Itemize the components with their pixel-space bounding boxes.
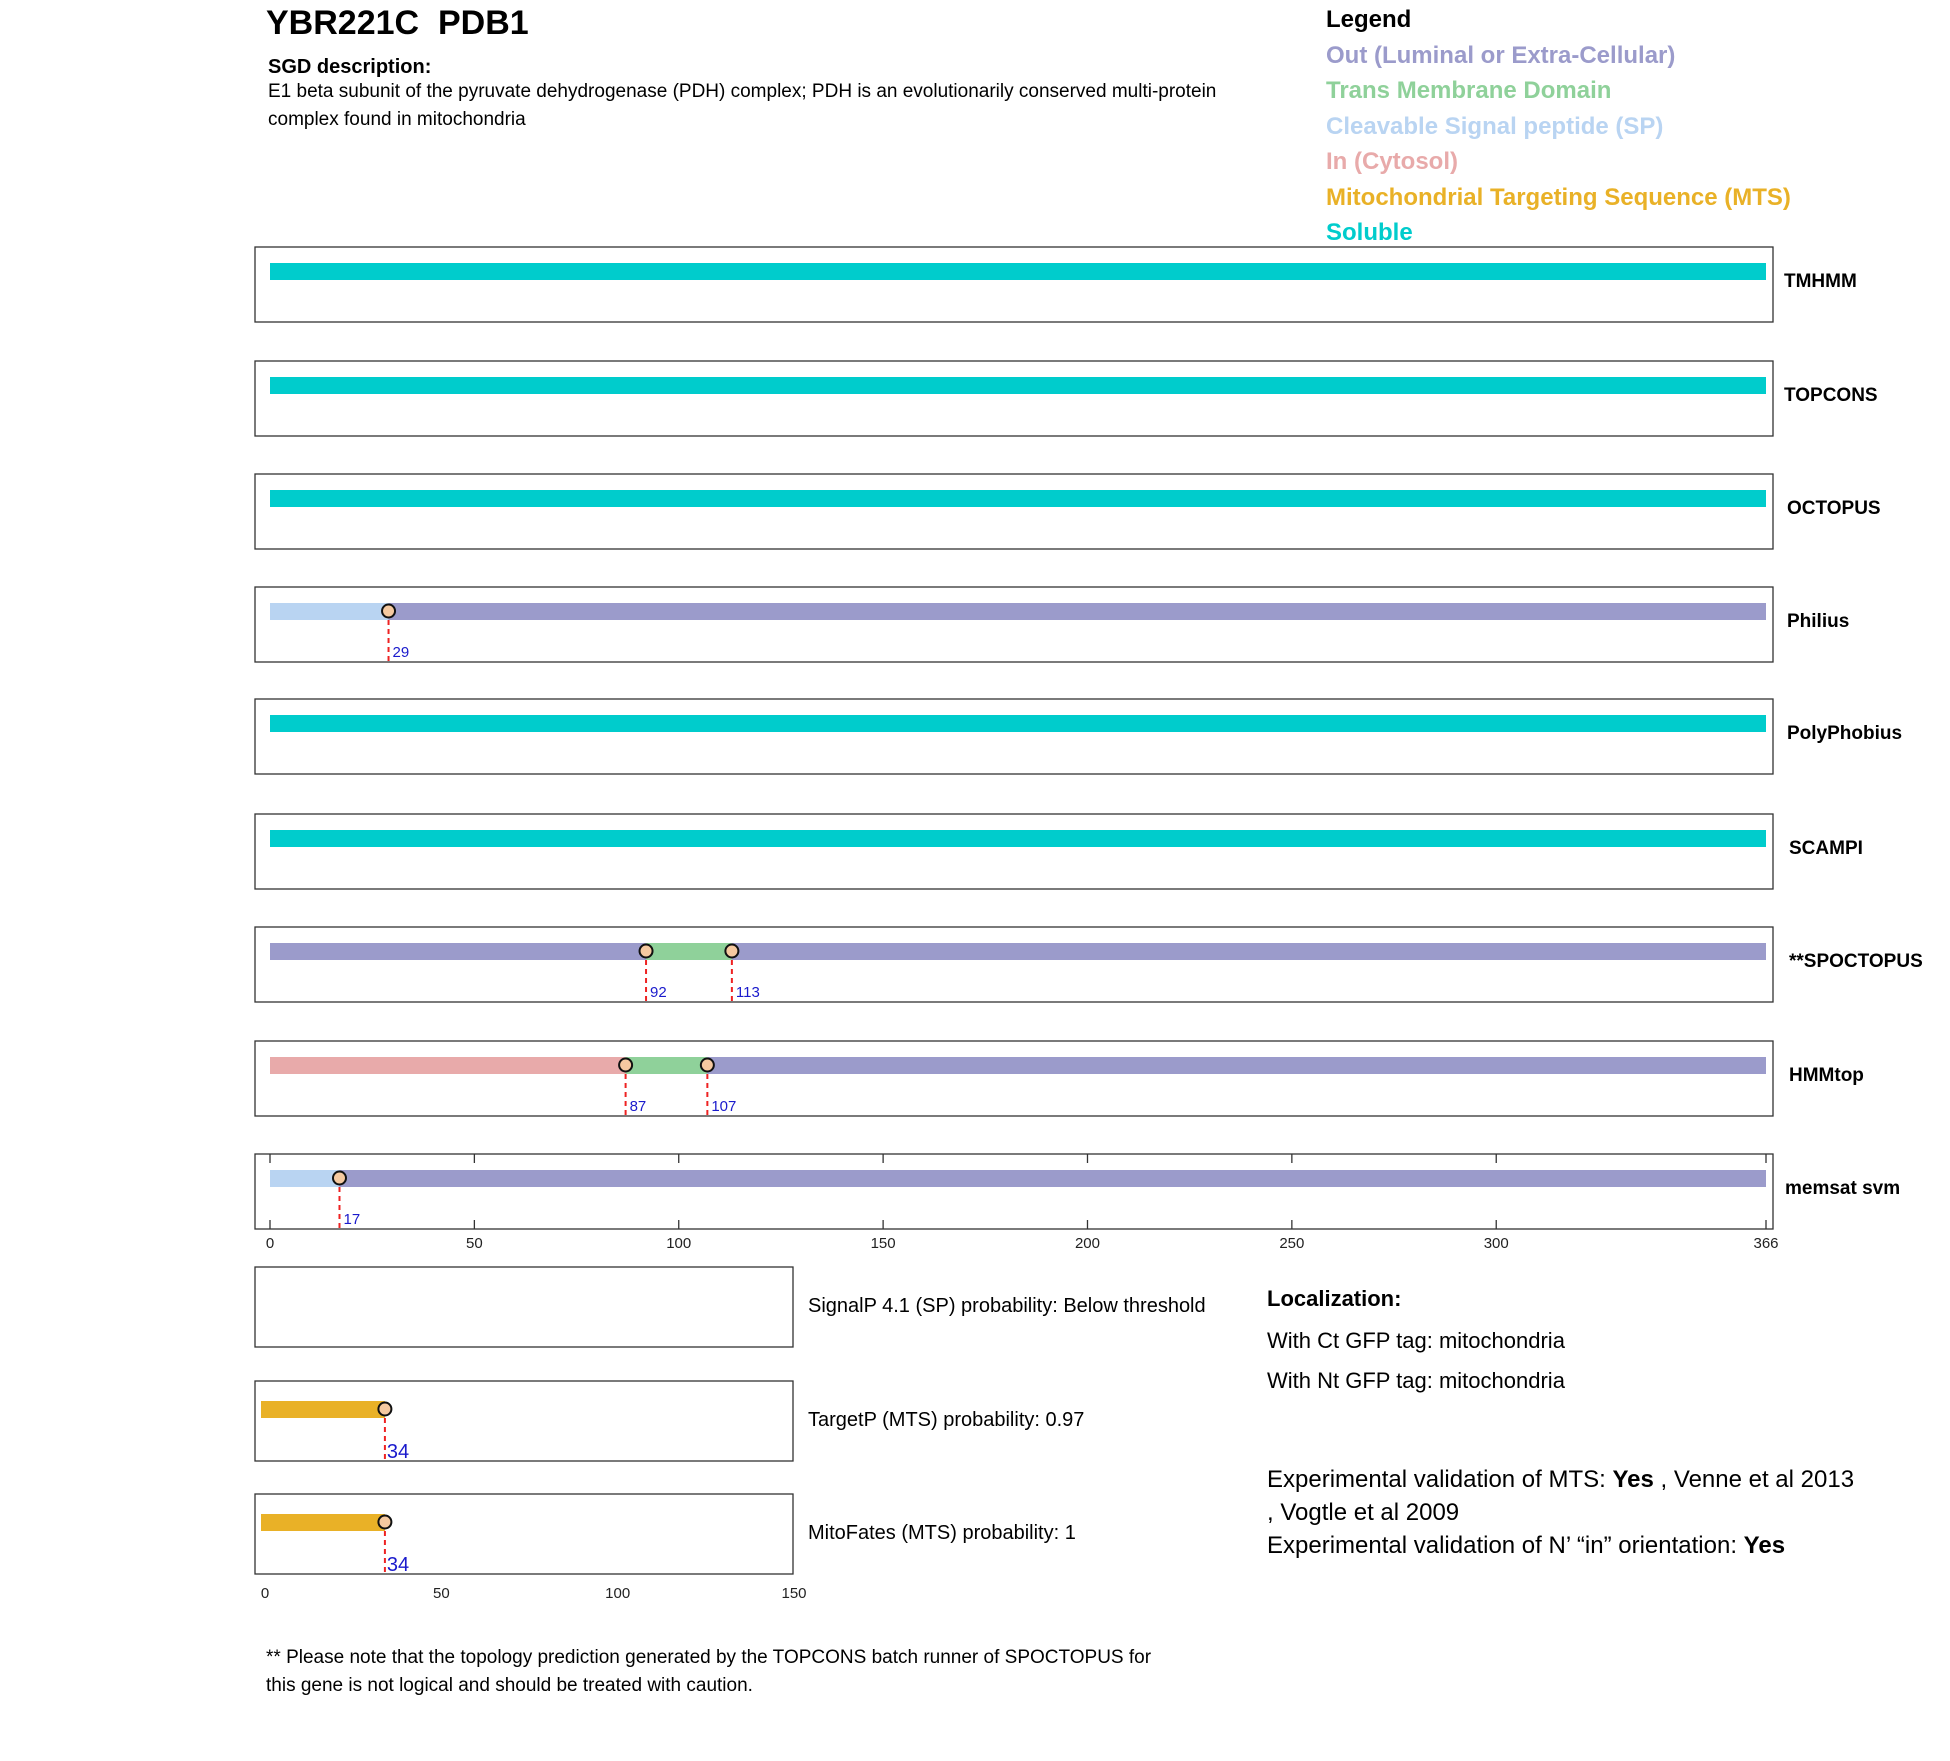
marker-label: 87 — [629, 1098, 647, 1115]
exp-orient-value: Yes — [1743, 1532, 1786, 1559]
track-frame — [255, 814, 1773, 889]
pred-mitofates-mts-probabilit — [255, 1494, 1076, 1576]
legend-title: Legend — [1326, 6, 1412, 33]
track-polyphobius — [255, 699, 1902, 774]
sgd-heading: SGD description: — [268, 56, 432, 78]
marker-dot — [382, 605, 395, 618]
marker-label: 92 — [650, 984, 667, 1001]
pred-frame — [255, 1267, 793, 1347]
track-label: TOPCONS — [1784, 385, 1878, 406]
marker-dot — [701, 1059, 714, 1072]
segment-soluble — [270, 715, 1766, 732]
track-frame — [255, 699, 1773, 774]
track-label: OCTOPUS — [1787, 498, 1881, 519]
x-tick-label: 150 — [870, 1235, 896, 1252]
legend-item-sp: Cleavable Signal peptide (SP) — [1326, 112, 1664, 140]
track-frame — [255, 587, 1773, 662]
track-frame — [255, 927, 1773, 1002]
x-tick-label: 100 — [605, 1585, 631, 1602]
track-label: memsat svm — [1785, 1178, 1901, 1199]
marker-dot — [640, 945, 653, 958]
pred-signalp-4-1-sp-probabili — [255, 1267, 1206, 1347]
segment-tm — [646, 943, 732, 960]
segment-out — [389, 603, 1766, 620]
track-label: TMHMM — [1784, 271, 1857, 292]
marker-dot — [378, 1403, 391, 1416]
localization-nt: With Nt GFP tag: mitochondria — [1267, 1368, 1565, 1393]
x-tick-label: 300 — [1483, 1235, 1509, 1252]
exp-orient-prefix: Experimental validation of N’ “in” orientation: — [1267, 1532, 1744, 1559]
marker-label: 34 — [386, 1441, 410, 1463]
track-label: Philius — [1787, 611, 1850, 632]
pred-label: SignalP 4.1 (SP) probability: Below threshold — [808, 1295, 1206, 1317]
segment-soluble — [270, 377, 1766, 394]
legend-item-tm: Trans Membrane Domain — [1326, 77, 1612, 104]
segment-out — [732, 943, 1766, 960]
track-spoctopus — [255, 927, 1923, 1002]
segment-sp — [270, 1170, 339, 1187]
track-label: PolyPhobius — [1787, 723, 1903, 744]
marker-label: 113 — [735, 984, 760, 1001]
segment-soluble — [270, 490, 1766, 507]
segment-out — [270, 943, 646, 960]
track-label: HMMtop — [1789, 1065, 1864, 1086]
track-label: SCAMPI — [1789, 838, 1863, 859]
exp-mts-value: Yes — [1612, 1466, 1654, 1493]
segment-out — [707, 1057, 1766, 1074]
segment-soluble — [270, 830, 1766, 847]
marker-dot — [725, 945, 738, 958]
track-frame — [255, 474, 1773, 549]
legend-item-in: In (Cytosol) — [1326, 148, 1458, 175]
localization-title: Localization: — [1267, 1286, 1402, 1311]
segment-sp — [270, 603, 389, 620]
segment-mts — [261, 1401, 385, 1418]
track-frame — [255, 1041, 1773, 1116]
track-octopus — [255, 474, 1881, 549]
pred-targetp-mts-probability- — [255, 1381, 1084, 1463]
marker-label: 29 — [392, 644, 410, 661]
exp-mts-prefix: Experimental validation of MTS: — [1267, 1466, 1613, 1493]
x-tick-label: 150 — [781, 1585, 807, 1602]
track-topcons — [255, 361, 1878, 436]
track-frame — [255, 247, 1773, 322]
marker-dot — [619, 1059, 632, 1072]
x-tick-label: 0 — [260, 1585, 270, 1602]
track-tmhmm — [255, 247, 1857, 322]
marker-label: 34 — [386, 1554, 410, 1576]
segment-mts — [261, 1514, 385, 1531]
legend-item-soluble: Soluble — [1326, 219, 1413, 246]
pred-frame — [255, 1494, 793, 1574]
experimental-validation — [1267, 1463, 1907, 1562]
track-memsat-svm — [255, 1154, 1900, 1229]
segment-soluble — [270, 263, 1766, 280]
legend-item-mts: Mitochondrial Targeting Sequence (MTS) — [1326, 183, 1791, 211]
pred-label: MitoFates (MTS) probability: 1 — [808, 1522, 1076, 1544]
x-tick-label: 50 — [466, 1235, 483, 1252]
segment-out — [339, 1170, 1766, 1187]
segment-tm — [626, 1057, 708, 1074]
sgd-description: E1 beta subunit of the pyruvate dehydrogenase (PDH) complex; PDH is an evolutionarily conserved multi-protein complex found in mitochondria — [268, 81, 1217, 130]
marker-dot — [333, 1172, 346, 1185]
track-philius — [255, 587, 1849, 662]
track-label: **SPOCTOPUS — [1789, 951, 1923, 972]
exp-mts-refs: , Venne et al 2013 — [1653, 1466, 1855, 1493]
x-tick-label: 0 — [265, 1235, 275, 1252]
track-scampi — [255, 814, 1863, 889]
x-tick-label: 50 — [432, 1585, 450, 1602]
exp-mts-refs2: , Vogtle et al 2009 — [1267, 1499, 1460, 1526]
legend-item-out: Out (Luminal or Extra-Cellular) — [1326, 41, 1676, 69]
pred-frame — [255, 1381, 793, 1461]
marker-dot — [378, 1516, 391, 1529]
pred-label: TargetP (MTS) probability: 0.97 — [808, 1409, 1085, 1431]
marker-label: 107 — [711, 1098, 737, 1115]
localization-ct: With Ct GFP tag: mitochondria — [1267, 1328, 1565, 1353]
marker-label: 17 — [343, 1211, 361, 1228]
track-frame — [255, 361, 1773, 436]
track-hmmtop — [255, 1041, 1864, 1116]
gene-title: YBR221C PDB1 — [266, 4, 529, 42]
x-tick-label: 250 — [1279, 1235, 1305, 1252]
segment-in — [270, 1057, 626, 1074]
footnote: ** Please note that the topology prediction generated by the TOPCONS batch runner of SPOCTOPUS for this gene is not logical and should be treated with caution. — [266, 1647, 1152, 1696]
x-tick-label: 100 — [666, 1235, 692, 1252]
x-tick-label: 200 — [1074, 1235, 1101, 1252]
track-frame — [255, 1154, 1773, 1229]
x-tick-label: 366 — [1753, 1235, 1779, 1252]
